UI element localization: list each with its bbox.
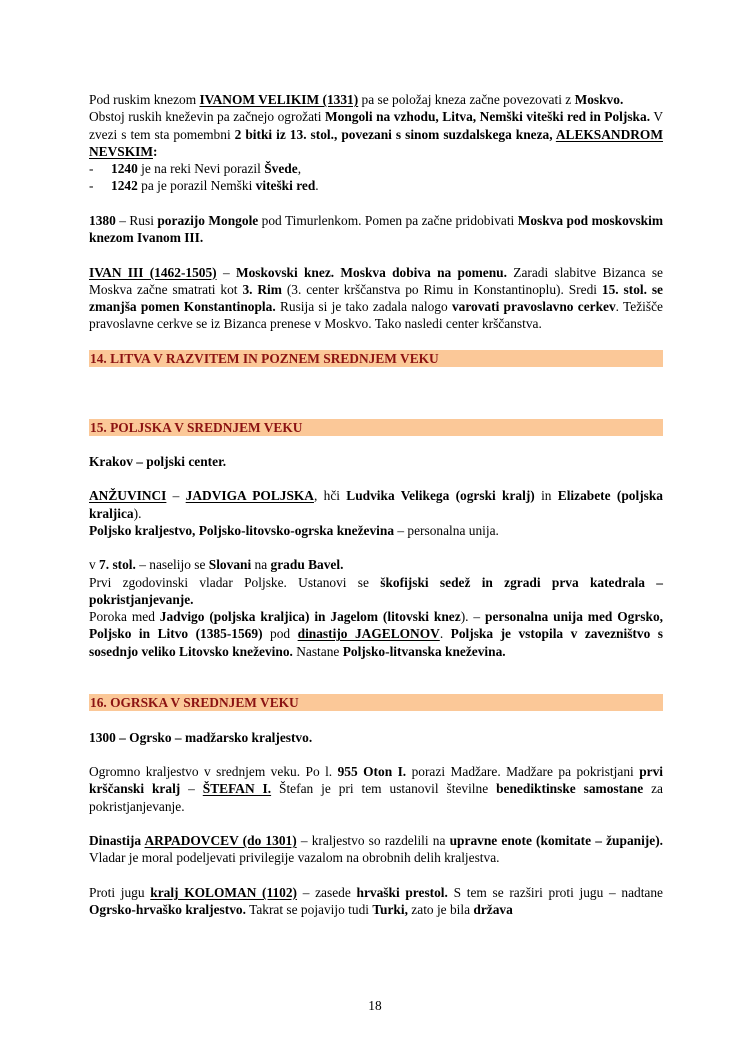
bold-text: Jadvigo (poljska kraljica) in Jagelom (litovski knez xyxy=(159,609,461,624)
section-heading: 16. OGRSKA V SREDNJEM VEKU xyxy=(89,694,663,711)
bold-text: škofijski sedež in zgradi prva katedrala – pokristjanjevanje. xyxy=(89,574,663,607)
bold-text: država xyxy=(473,902,513,917)
text-run: – Rusi xyxy=(115,212,158,228)
blank-line xyxy=(89,711,663,728)
bold-text: Poljsko kraljestvo, Poljsko-litovsko-ogrska kneževina xyxy=(89,522,395,538)
bold-text: 7. stol. xyxy=(99,557,136,573)
bold-text: : xyxy=(153,143,158,159)
paragraph xyxy=(89,729,663,746)
blank-line xyxy=(89,436,663,453)
text-run: – xyxy=(166,488,186,504)
text-run: , hči xyxy=(313,488,347,504)
blank-line xyxy=(89,401,663,418)
text-run: pod xyxy=(262,626,298,642)
underlined-term: IVAN III (1462-1505) xyxy=(89,264,217,280)
bold-text: Krakov – poljski center. xyxy=(89,453,227,469)
bold-text: viteški red xyxy=(255,178,316,194)
blank-line xyxy=(89,746,663,763)
bold-text: Moskva pod moskovskim knezom Ivanom III. xyxy=(89,212,663,245)
blank-line xyxy=(89,539,663,556)
text-run: – naselijo se xyxy=(135,557,209,573)
text-run: . xyxy=(315,178,319,194)
underlined-term: ARPADOVCEV (do 1301) xyxy=(144,833,297,848)
bold-text: Ogrsko-hrvaško kraljestvo. xyxy=(89,902,246,917)
bold-text: 1300 – Ogrsko – madžarsko kraljestvo. xyxy=(89,729,313,745)
list-item xyxy=(89,160,663,177)
paragraph xyxy=(89,608,663,660)
text-run: v xyxy=(89,557,100,573)
bold-text: 3. Rim xyxy=(242,281,282,297)
blank-line xyxy=(89,384,663,401)
bold-text: Moskovski knez. Moskva dobiva na pomenu. xyxy=(235,264,507,280)
blank-line xyxy=(89,195,663,212)
bold-text: Turki, xyxy=(372,902,408,917)
text-run: in xyxy=(534,488,558,504)
underlined-term: ANŽUVINCI xyxy=(89,488,167,504)
text-run: pa se položaj kneza začne povezovati z xyxy=(358,92,575,107)
text-run: Obstoj ruskih kneževin pa začnejo ogrožati xyxy=(89,109,325,125)
underlined-term: kralj KOLOMAN (1102) xyxy=(150,884,298,900)
text-run: – xyxy=(216,264,236,280)
document-body xyxy=(89,91,663,918)
blank-line xyxy=(89,367,663,384)
text-run: Zaradi slabitve Bizanca se Moskva začne smatrati kot xyxy=(89,264,664,297)
text-run: Rusija si je tako zadala nalogo xyxy=(275,299,452,314)
bold-text: Slovani xyxy=(208,557,252,573)
bold-text: 2 bitki iz 13. stol., povezani s sinom suzdalskega kneza, xyxy=(234,126,556,142)
underlined-term: ŠTEFAN I. xyxy=(202,781,272,797)
list-item-text xyxy=(111,177,319,194)
blank-line xyxy=(89,867,663,884)
blank-line xyxy=(89,815,663,832)
bold-text: 15. stol. se zmanjša pomen Konstantinopla. xyxy=(89,281,663,314)
paragraph xyxy=(89,763,663,815)
bold-text: porazijo Mongole xyxy=(157,212,259,228)
bold-text: Ludvika Velikega (ogrski kralj) xyxy=(346,488,535,504)
text-run: – zasede xyxy=(297,884,357,900)
paragraph xyxy=(89,91,663,108)
list-item-text xyxy=(111,160,301,177)
text-run: S tem se razširi proti jugu – nadtane xyxy=(447,884,664,900)
text-run: za pokristjanjevanje. xyxy=(89,781,663,814)
text-run: Prvi zgodovinski vladar Poljske. Ustanovi se xyxy=(89,574,381,590)
paragraph xyxy=(89,832,663,867)
blank-line xyxy=(89,677,663,694)
text-run: , xyxy=(297,161,302,176)
paragraph xyxy=(89,574,663,609)
text-run: (3. center krščanstva po Rimu in Konstantinoplu). Sredi xyxy=(281,281,602,297)
text-run: Pod ruskim knezom xyxy=(89,92,200,107)
paragraph xyxy=(89,212,663,247)
text-run: porazi Madžare. Madžare pa pokristjani xyxy=(406,764,640,779)
list-dash: - xyxy=(89,178,94,194)
underlined-term: dinastijo JAGELONOV xyxy=(297,626,440,642)
underlined-term: ALEKSANDROM NEVSKIM xyxy=(89,126,663,159)
underlined-term: JADVIGA POLJSKA xyxy=(185,488,314,504)
paragraph xyxy=(89,522,663,539)
blank-line xyxy=(89,470,663,487)
paragraph xyxy=(89,556,663,573)
underlined-term: IVANOM VELIKIM (1331) xyxy=(199,92,359,107)
text-run: – xyxy=(180,781,203,797)
text-run: . xyxy=(439,626,451,642)
text-run: pod Timurlenkom. Pomen pa začne pridobivati xyxy=(258,212,518,228)
blank-line xyxy=(89,333,663,350)
bold-text: Poljska je vstopila v zavezništvo s sosednjo veliko Litovsko kneževino. xyxy=(89,626,663,659)
bold-text: benediktinske samostane xyxy=(496,781,644,797)
blank-line xyxy=(89,246,663,263)
bold-text: varovati pravoslavno cerkev xyxy=(451,299,616,314)
page-number: 18 xyxy=(368,998,382,1013)
paragraph xyxy=(89,108,663,160)
bold-text: Mongoli na vzhodu, Litva, Nemški viteški red in Poljska. xyxy=(324,109,651,125)
bold-text: Dinastija xyxy=(89,833,145,848)
section-heading: 15. POLJSKA V SREDNJEM VEKU xyxy=(89,419,663,436)
text-run: Proti jugu xyxy=(89,884,151,900)
bold-text: gradu Bavel. xyxy=(270,557,344,573)
text-run: – personalna unija. xyxy=(394,522,499,538)
paragraph xyxy=(89,487,663,522)
text-run: ). – xyxy=(460,609,485,624)
bold-text: personalna unija med Ogrsko, Poljsko in Litvo (1385-1569) xyxy=(89,609,663,642)
text-run: – kraljestvo so razdelili na xyxy=(296,833,450,848)
text-run: je na reki Nevi porazil xyxy=(137,161,265,176)
text-run: V zvezi s tem sta pomembni xyxy=(89,109,663,142)
text-run: Nastane xyxy=(292,643,343,659)
bold-text: Švede xyxy=(264,161,298,176)
paragraph xyxy=(89,884,663,919)
bold-text: 955 Oton I. xyxy=(337,764,407,779)
paragraph xyxy=(89,264,663,333)
bold-text: 1242 xyxy=(111,178,138,194)
text-run: pa je porazil Nemški xyxy=(137,178,256,194)
text-run: zato je bila xyxy=(407,902,474,917)
bold-text: 1240 xyxy=(111,161,138,176)
bold-text: Elizabete (poljska kraljica xyxy=(89,488,664,521)
blank-line xyxy=(89,660,663,677)
list-item xyxy=(89,177,663,194)
list-dash: - xyxy=(89,161,94,176)
text-run: na xyxy=(251,557,271,573)
text-run: Štefan je pri tem ustanovil številne xyxy=(271,781,497,797)
text-run: . Težišče pravoslavne cerkve se iz Bizanca prenese v Moskvo. Tako nasledi center krščanstva. xyxy=(89,299,663,332)
bold-text: Poljsko-litvanska kneževina. xyxy=(342,643,506,659)
bold-text: upravne enote (komitate – županije). xyxy=(449,833,664,848)
bold-text: prvi krščanski kralj xyxy=(89,764,663,797)
bold-text: Moskvo. xyxy=(574,92,624,107)
text-run: Vladar je moral podeljevati privilegije vazalom na obrobnih delih kraljestva. xyxy=(89,850,500,866)
bold-text: hrvaški prestol. xyxy=(356,884,448,900)
paragraph xyxy=(89,453,663,470)
section-heading: 14. LITVA V RAZVITEM IN POZNEM SREDNJEM VEKU xyxy=(89,350,663,367)
bold-text: 1380 xyxy=(89,212,116,228)
text-run: Takrat se pojavijo tudi xyxy=(245,902,373,917)
text-run: ). xyxy=(133,505,142,521)
text-run: Poroka med xyxy=(89,609,160,624)
text-run: Ogromno kraljestvo v srednjem veku. Po l. xyxy=(89,764,338,779)
